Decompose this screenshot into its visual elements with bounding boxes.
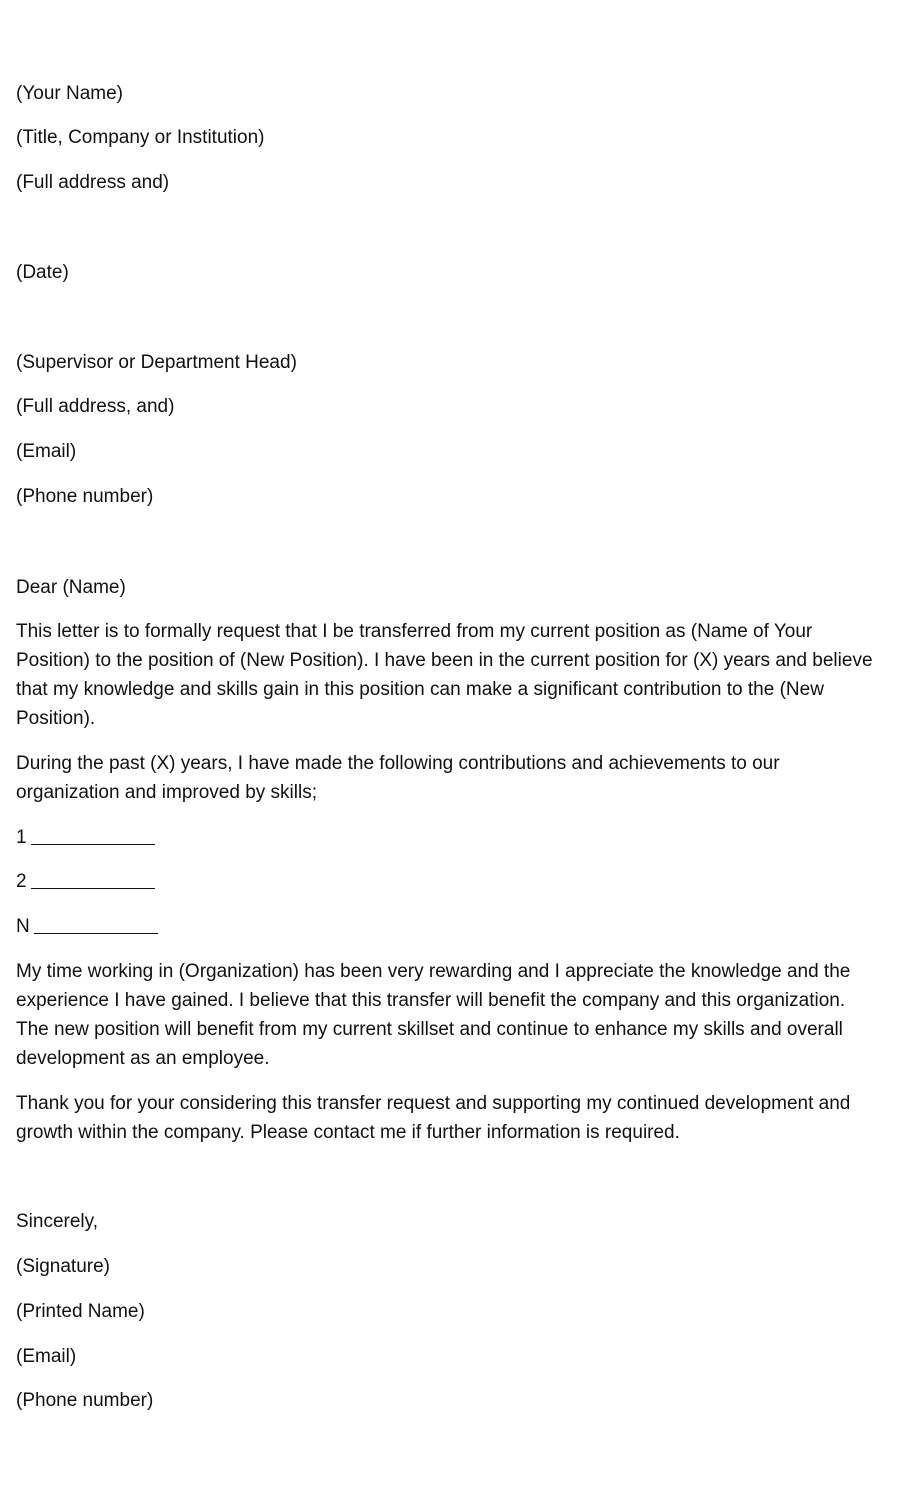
salutation: Dear (Name) xyxy=(16,577,126,598)
recipient-name: (Supervisor or Department Head) xyxy=(16,352,297,373)
list-item-number: N xyxy=(16,916,30,937)
body-paragraph-2: During the past (X) years, I have made the following contributions and achievements to our organization and improved by skills; xyxy=(16,753,780,803)
recipient-phone: (Phone number) xyxy=(16,486,154,507)
letter-date: (Date) xyxy=(16,262,69,283)
sender-title: (Title, Company or Institution) xyxy=(16,127,265,148)
closing-phone: (Phone number) xyxy=(16,1390,154,1411)
body-paragraph-4: Thank you for your considering this transfer request and supporting my continued development and growth within the company. Please contact me if further information is required. xyxy=(16,1093,851,1143)
recipient-email: (Email) xyxy=(16,441,77,462)
recipient-address: (Full address, and) xyxy=(16,396,175,417)
list-item-number: 2 xyxy=(16,871,27,892)
list-item-number: 1 xyxy=(16,827,27,848)
sign-off: Sincerely, xyxy=(16,1211,99,1232)
body-paragraph-1: This letter is to formally request that I be transferred from my current position as (Name of Your Position) to the position of (New Position). I have been in the current position for (X) years and believe that my knowledge and skills gain in this position can make a significant contribution to the (New Position). xyxy=(16,621,873,729)
blank-line xyxy=(34,933,158,934)
sender-address: (Full address and) xyxy=(16,172,170,193)
list-item xyxy=(16,867,155,896)
sender-name: (Your Name) xyxy=(16,83,124,104)
body-paragraph-3: My time working in (Organization) has been very rewarding and I appreciate the knowledge and the experience I have gained. I believe that this transfer will benefit the company and this organization. The new position will benefit from my current skillset and continue to enhance my skills and overall development as an employee. xyxy=(16,961,851,1069)
blank-line xyxy=(31,888,155,889)
blank-line xyxy=(31,844,155,845)
printed-name: (Printed Name) xyxy=(16,1301,145,1322)
list-item xyxy=(16,823,155,852)
list-item xyxy=(16,912,158,941)
signature-placeholder: (Signature) xyxy=(16,1256,110,1277)
closing-email: (Email) xyxy=(16,1346,77,1367)
